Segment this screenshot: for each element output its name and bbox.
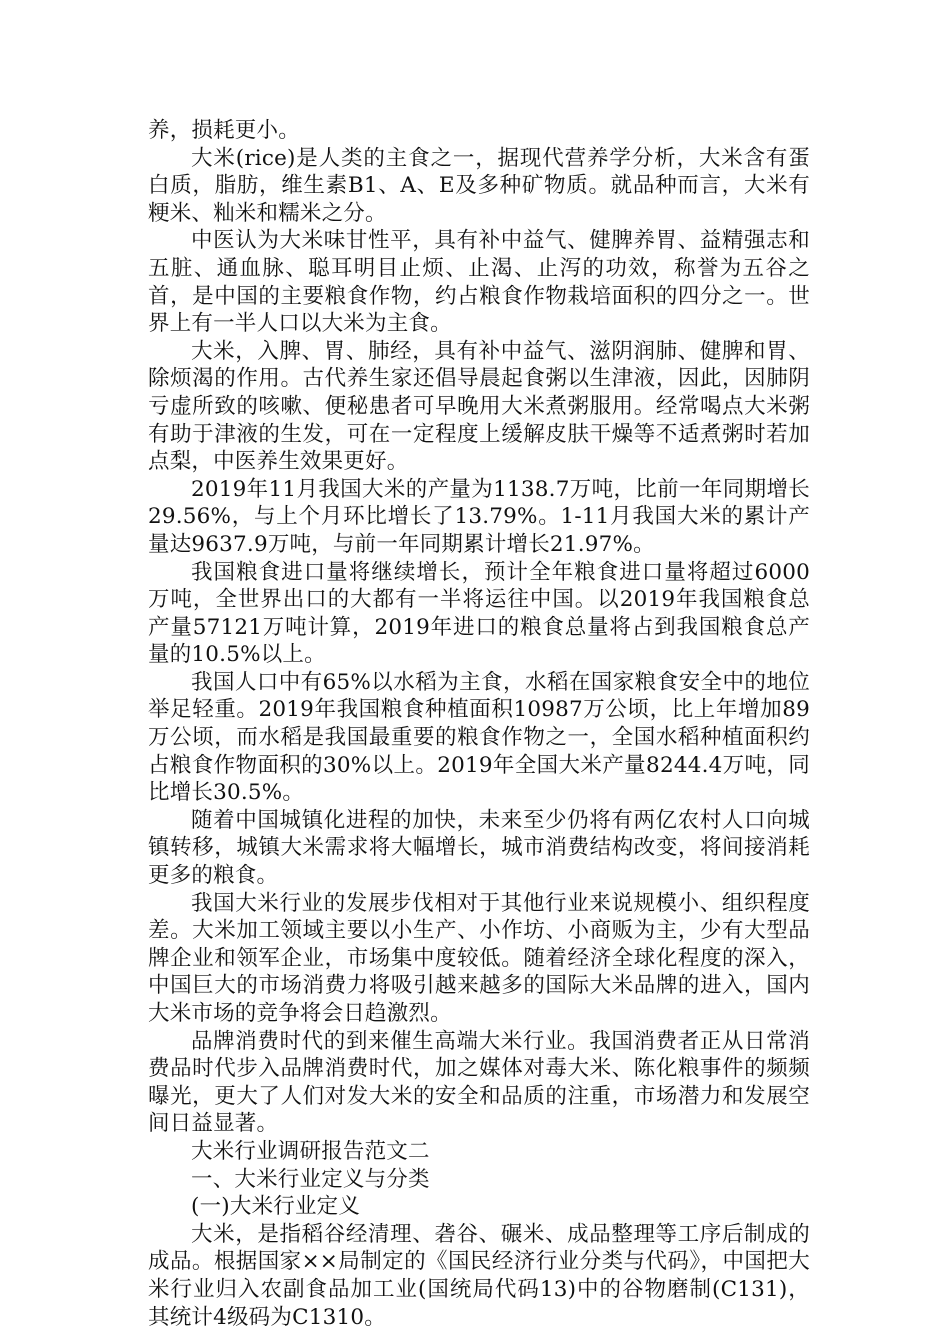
paragraph-urbanization: 随着中国城镇化进程的加快，未来至少仍将有两亿农村人口向城镇转移，城镇大米需求将大幅增长，城市消费结构改变，将间接消耗更多的粮食。 [148,807,810,889]
paragraph-production-2019: 2019年11月我国大米的产量为1138.7万吨，比前一年同期增长29.56%，与上个月环比增长了13.79%。1-11月我国大米的累计产量达9637.9万吨，与前一年同期累计增长21.97%。 [148,476,810,557]
paragraph-grain-imports: 我国粮食进口量将继续增长，预计全年粮食进口量将超过6000万吨，全世界出口的大都有一半将运往中国。以2019年我国粮食总产量57121万吨计算，2019年进口的粮食总量将占到我国粮食总产量的10.5%以上。 [148,559,810,668]
heading-sample-two: 大米行业调研报告范文二 [191,1138,430,1164]
paragraph-tcm-view: 中医认为大米味甘性平，具有补中益气、健脾养胃、益精强志和五脏、通血脉、聪耳明目止烦、止渴、止泻的功效，称誉为五谷之首，是中国的主要粮食作物，约占粮食作物栽培面积的四分之一。世界上有一半人口以大米为主食。 [148,228,810,337]
paragraph-industry-status: 我国大米行业的发展步伐相对于其他行业来说规模小、组织程度差。大米加工领域主要以小生产、小作坊、小商贩为主，少有大型品牌企业和领军企业，市场集中度较低。随着经济全球化程度的深入，中国巨大的市场消费力将吸引越来越多的国际大米品牌的进入，国内大米市场的竞争将会日趋激烈。 [148,890,810,1026]
heading-subsection-one: (一)大米行业定义 [191,1194,361,1220]
paragraph-rice-effects: 大米，入脾、胃、肺经，具有补中益气、滋阴润肺、健脾和胃、除烦渴的作用。古代养生家还倡导晨起食粥以生津液，因此，因肺阴亏虚所致的咳嗽、便秘患者可早晚用大米煮粥服用。经常喝点大米粥有助于津液的生发，可在一定程度上缓解皮肤干燥等不适煮粥时若加点梨，中医养生效果更好。 [148,338,810,475]
paragraph-continuation: 养，损耗更小。 [148,118,300,143]
paragraph-rice-nutrition: 大米(rice)是人类的主食之一，据现代营养学分析，大米含有蛋白质，脂肪，维生素B1、A、E及多种矿物质。就品种而言，大米有粳米、籼米和糯米之分。 [148,145,810,226]
heading-section-one: 一、大米行业定义与分类 [191,1166,430,1192]
paragraph-brand-era: 品牌消费时代的到来催生高端大米行业。我国消费者正从日常消费品时代步入品牌消费时代，加之媒体对毒大米、陈化粮事件的频频曝光，更大了人们对发大米的安全和品质的注重，市场潜力和发展空间日益显著。 [148,1028,810,1137]
paragraph-rice-planting: 我国人口中有65%以水稻为主食，水稻在国家粮食安全中的地位举足轻重。2019年我国粮食种植面积10987万公顷，比上年增加89万公顷，而水稻是我国最重要的粮食作物之一，全国水稻种植面积约占粮食作物面积的30%以上。2019年全国大米产量8244.4万吨，同比增长30.5%。 [148,669,810,806]
document-body [148,117,810,1331]
paragraph-rice-definition: 大米，是指稻谷经清理、砻谷、碾米、成品整理等工序后制成的成品。根据国家××局制定的《国民经济行业分类与代码》，中国把大米行业归入农副食品加工业(国统局代码13)中的谷物磨制(C131)，其统计4级码为C1310。 [148,1221,810,1330]
